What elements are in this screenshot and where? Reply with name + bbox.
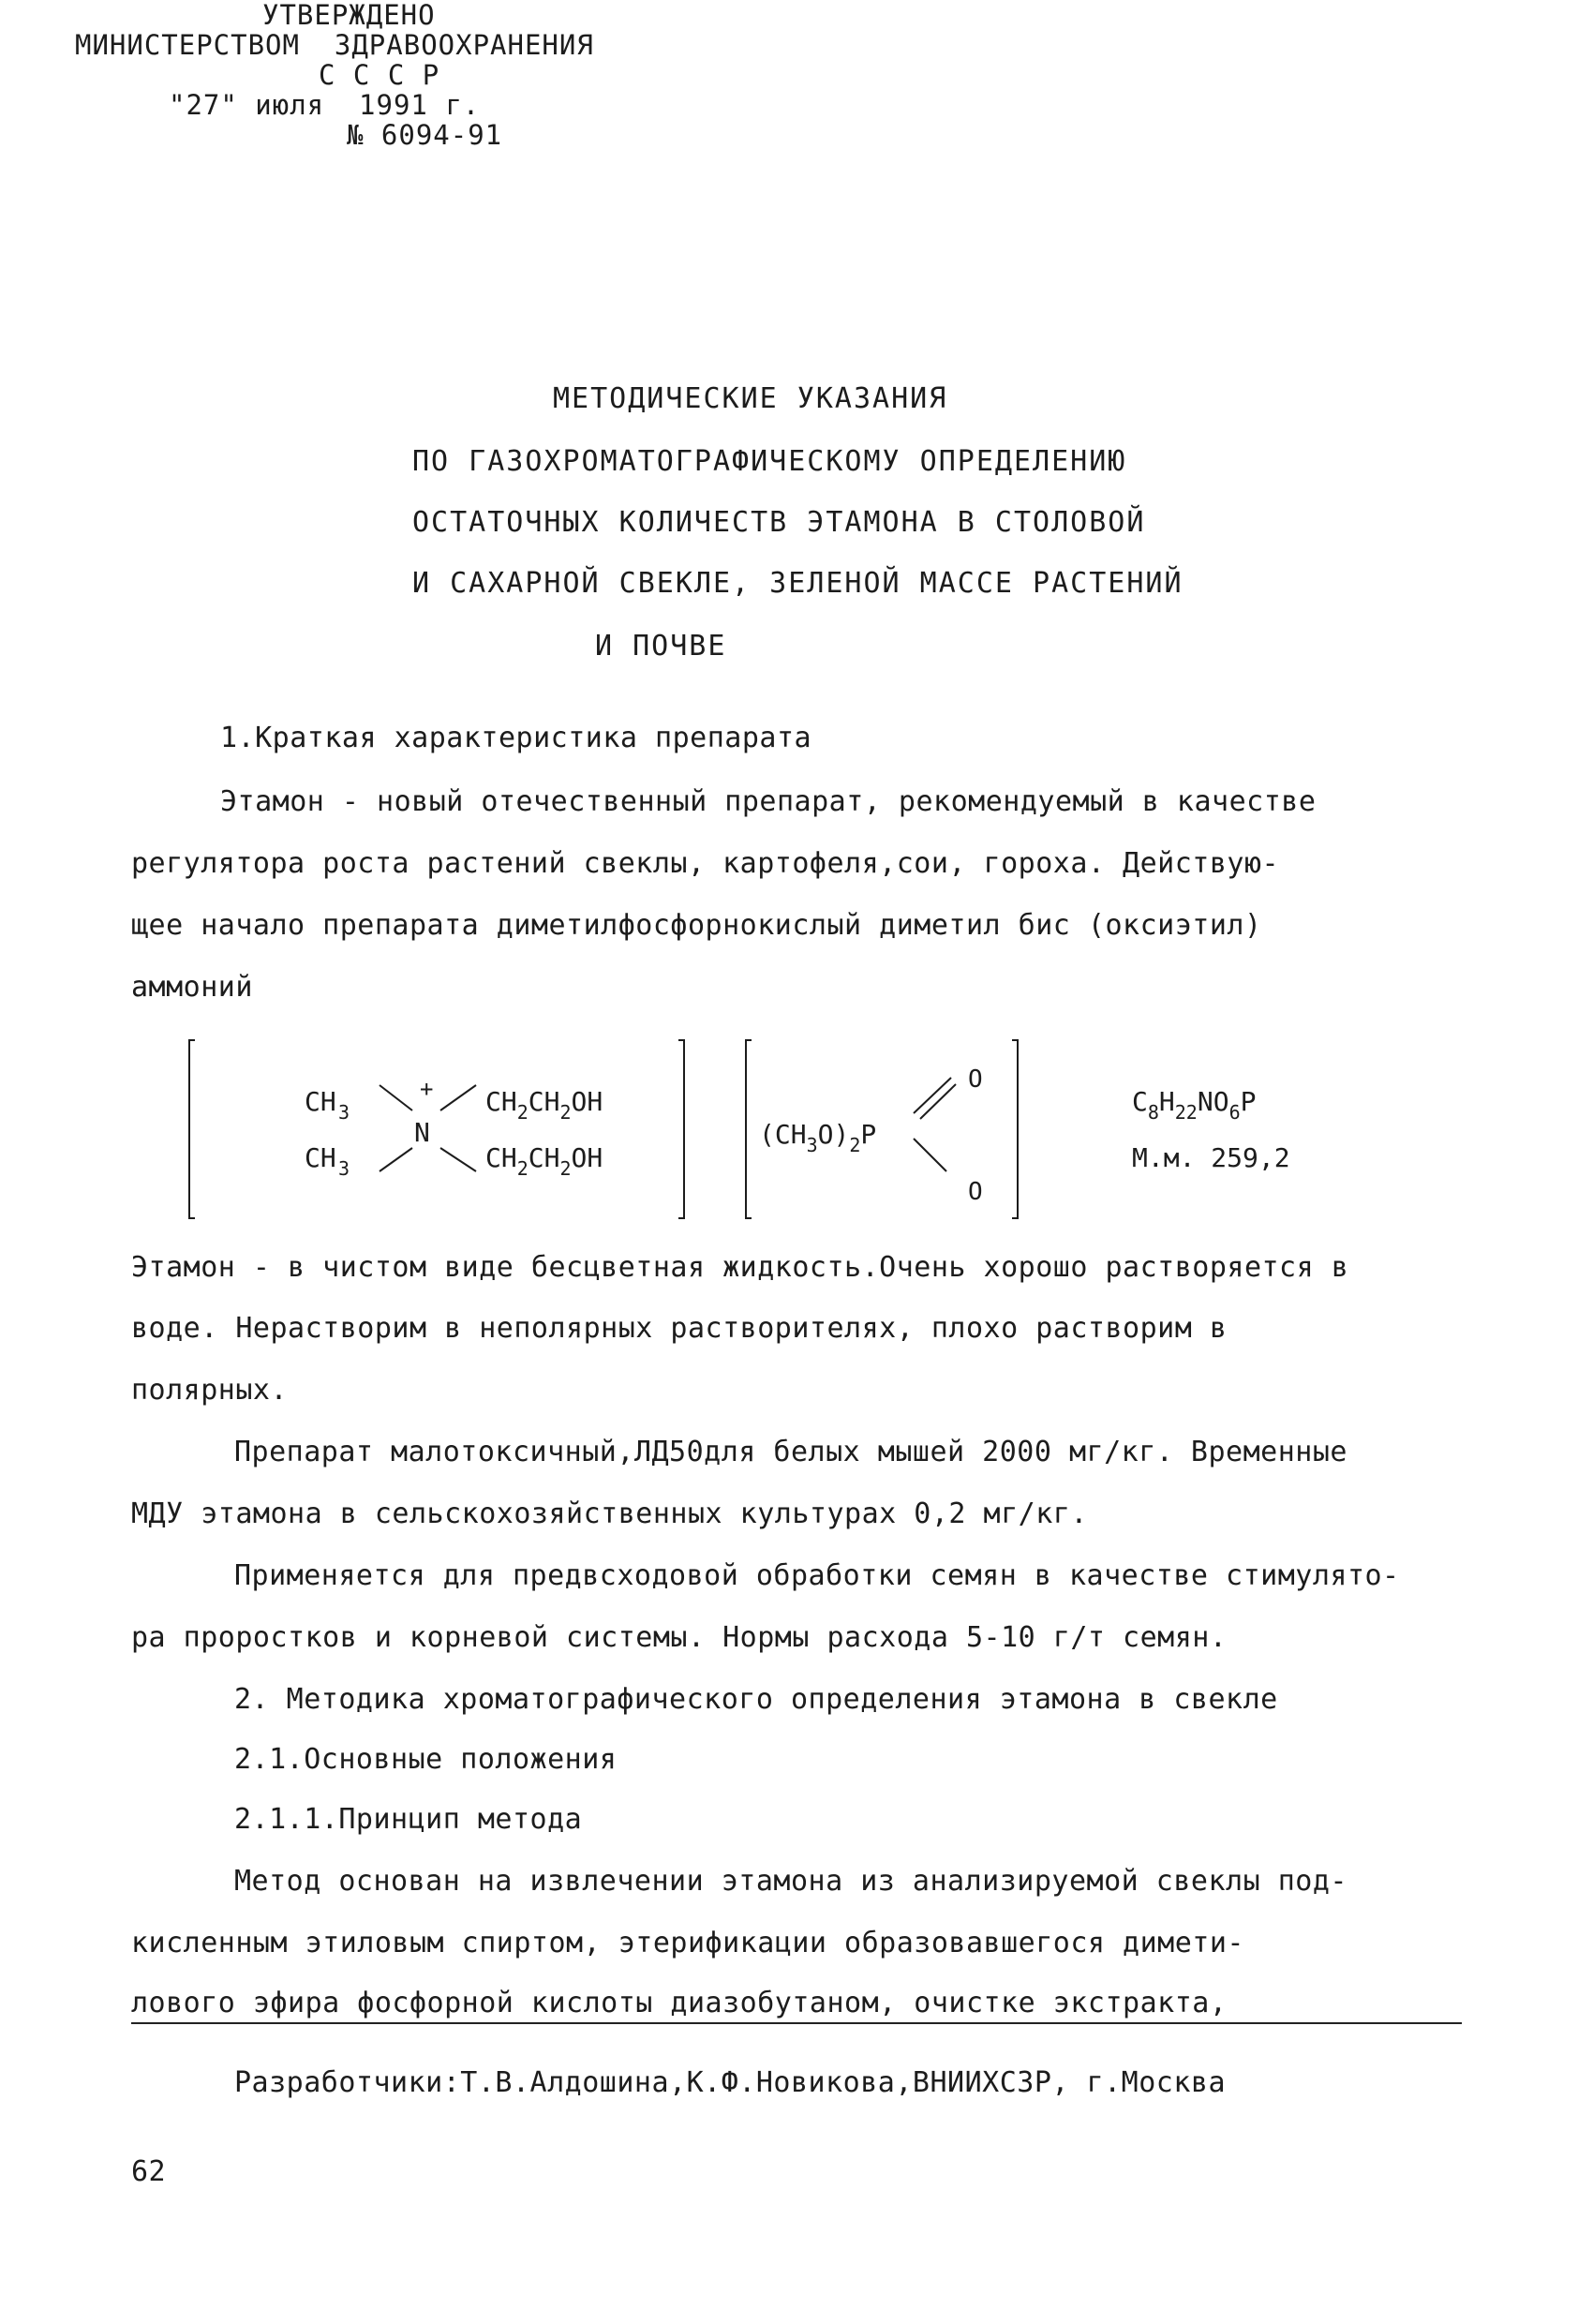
page-number: 62	[131, 2155, 167, 2188]
section1-heading: 1.Краткая характеристика препарата	[220, 722, 812, 754]
footnote-separator	[131, 2022, 1462, 2024]
oxygen-bottom: O	[968, 1178, 983, 1206]
phosphorus-bonds	[914, 1078, 956, 1171]
chemical-structure-formula	[131, 1021, 1331, 1228]
properties-paragraph-line: полярных.	[131, 1374, 289, 1407]
method-paragraph-line: кисленным этиловым спиртом, этерификации образовавшегося димети-	[131, 1927, 1244, 1959]
toxicity-paragraph-line: Препарат малотоксичный,ЛД50для белых мышей 2000 мг/кг. Временные	[234, 1436, 1347, 1468]
nitrogen-atom: N	[414, 1117, 430, 1148]
hydroxyethyl-group-top: $CH_2CH_2OH$	[485, 1086, 603, 1124]
methyl-subscript-top: 3	[338, 1101, 350, 1124]
dimethyl-phosphate-group: $(CH_3O)_2P$	[759, 1119, 877, 1156]
section2-heading: 2. Методика хроматографического определения этамона в свекле	[234, 1683, 1278, 1716]
method-paragraph-line: Метод основан на извлечении этамона из анализируемой свеклы под-	[234, 1865, 1347, 1898]
document-title-line-3: ОСТАТОЧНЫХ КОЛИЧЕСТВ ЭТАМОНА В СТОЛОВОЙ	[412, 506, 1146, 539]
properties-paragraph-line: Этамон - в чистом виде бесцветная жидкость.Очень хорошо растворяется в	[131, 1251, 1349, 1284]
document-title-line-2: ПО ГАЗОХРОМАТОГРАФИЧЕСКОМУ ОПРЕДЕЛЕНИЮ	[412, 445, 1127, 478]
section1-paragraph-line: регулятора роста растений свеклы, картофеля,сои, гороха. Действую-	[131, 847, 1280, 880]
section2-1-1-heading: 2.1.1.Принцип метода	[234, 1803, 583, 1836]
cation-right-bracket	[678, 1040, 684, 1218]
section1-paragraph-line: аммоний	[131, 971, 253, 1004]
anion-left-bracket	[746, 1040, 752, 1218]
application-paragraph-line: Применяется для предвсходовой обработки семян в качестве стимулято-	[234, 1559, 1400, 1592]
methyl-subscript-bottom: 3	[338, 1157, 350, 1180]
approval-line-ministry: МИНИСТЕРСТВОМ ЗДРАВООХРАНЕНИЯ	[75, 29, 594, 61]
molar-mass: М.м. 259,2	[1132, 1142, 1290, 1173]
approval-line-number: № 6094-91	[347, 119, 503, 151]
approval-line-ussr: С С С Р	[319, 59, 440, 91]
positive-charge: +	[420, 1076, 434, 1102]
approval-line-date: "27" июля 1991 г.	[169, 89, 481, 121]
oxygen-top: O	[968, 1065, 983, 1094]
document-title-line-5: И ПОЧВЕ	[595, 630, 727, 663]
section2-1-heading: 2.1.Основные положения	[234, 1743, 618, 1776]
approval-block	[0, 0, 656, 150]
section1-paragraph-line: Этамон - новый отечественный препарат, рекомендуемый в качестве	[220, 785, 1317, 818]
approval-line-approved: УТВЕРЖДЕНО	[262, 0, 436, 31]
cation-left-bracket	[189, 1040, 195, 1218]
application-paragraph-line: ра проростков и корневой системы. Нормы расхода 5-10 г/т семян.	[131, 1621, 1228, 1654]
section1-paragraph-line: щее начало препарата диметилфосфорнокислый диметил бис (оксиэтил)	[131, 909, 1262, 942]
hydroxyethyl-group-bottom: $CH_2CH_2OH$	[485, 1142, 603, 1180]
toxicity-paragraph-line: МДУ этамона в сельскохозяйственных культурах 0,2 мг/кг.	[131, 1497, 1088, 1530]
method-paragraph-line: лового эфира фосфорной кислоты диазобутаном, очистке экстракта,	[131, 1987, 1228, 2019]
developers-footnote: Разработчики:Т.В.Алдошина,К.Ф.Новикова,ВНИИХСЗР, г.Москва	[234, 2066, 1227, 2099]
document-title-line-4: И САХАРНОЙ СВЕКЛЕ, ЗЕЛЕНОЙ МАССЕ РАСТЕНИЙ	[412, 567, 1184, 600]
anion-right-bracket	[1012, 1040, 1018, 1218]
document-title-line-1: МЕТОДИЧЕСКИЕ УКАЗАНИЯ	[553, 382, 948, 415]
methyl-group-bottom: CH	[305, 1142, 336, 1173]
properties-paragraph-line: воде. Нерастворим в неполярных растворителях, плохо растворим в	[131, 1312, 1228, 1345]
gross-formula: $C_8H_{22}NO_6P$	[1132, 1086, 1257, 1124]
methyl-group-top: CH	[305, 1086, 336, 1117]
